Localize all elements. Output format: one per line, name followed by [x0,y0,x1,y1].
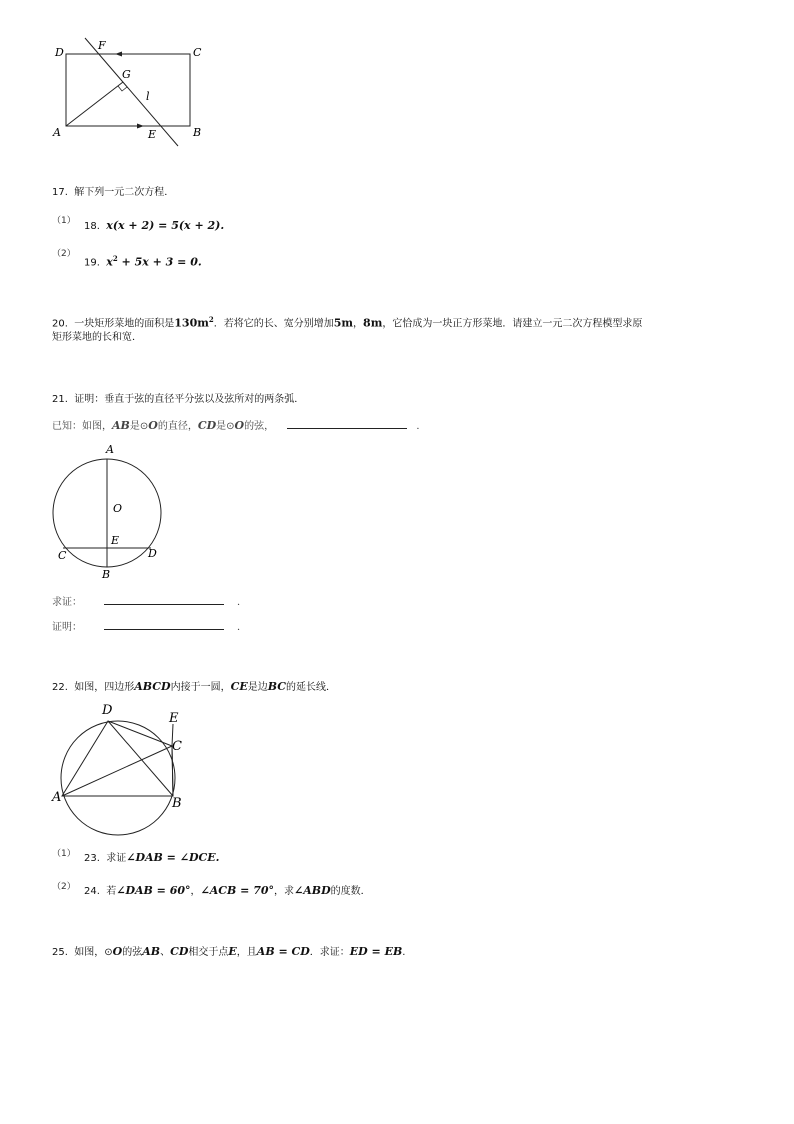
text: 求证 [106,853,127,864]
label-a: A [53,126,61,139]
label-g: G [122,68,131,81]
label-c: C [58,549,67,562]
question-number: 23. [84,853,100,864]
segment-cd: CD [197,419,217,432]
sub-index: （1） [52,216,76,226]
increase-width: 8m [363,316,383,330]
question-19 [84,252,202,270]
question-text: 证明：垂直于弦的直径平分弦以及弦所对的两条弧． [74,394,305,405]
text: ，且 [236,947,257,958]
quad-abcd: ABCD [134,680,171,693]
given-answer-blank[interactable] [287,418,407,429]
arrow-ae [137,124,144,129]
text: 一块矩形菜地的面积是 [74,318,175,330]
area-value: 130m [174,316,209,330]
text: 是⊙ [216,421,235,432]
text: ．求证： [309,947,350,958]
text: ，它恰成为一块正方形菜地．请建立一元二次方程模型求原 [382,318,643,330]
label-b: B [172,796,182,811]
point-e: E [228,945,237,958]
question-23 [84,851,219,866]
text: ． [416,421,427,432]
area-exponent: 2 [208,315,214,324]
text: . [402,947,406,958]
equation-exponent: 2 [112,254,118,263]
equation: x(x + 2) = 5(x + 2). [106,219,225,232]
text: 已知：如图， [52,421,112,432]
label-d: D [55,46,64,59]
label-o: O [113,502,123,515]
label-c: C [172,739,182,754]
question-number: 20. [52,318,68,330]
text: 的弦 [122,947,143,958]
question-25 [52,945,405,960]
sub-index: （2） [52,249,76,259]
diagonal-ac [62,746,172,796]
text: 是边 [247,682,268,693]
question-22 [52,680,336,695]
label-c: C [193,46,202,59]
circle-figure-22 [48,700,198,840]
chord-ab: AB [142,945,161,958]
question-20-line-2 [52,331,142,345]
proof-label: 证明： [52,622,82,633]
question-21 [52,393,304,407]
question-18 [84,219,224,234]
chord-cd: CD [170,945,189,958]
equation-ab-cd: AB = CD [256,945,310,958]
label-d: D [102,703,113,718]
text: ．若将它的长、宽分别增加 [213,318,334,330]
angle-equation: ∠DAB = ∠DCE. [126,851,220,864]
text: 的弦， [244,421,275,432]
circle-figure-21 [48,440,178,585]
given-line [52,418,426,434]
question-number: 19. [84,257,100,269]
question-number: 24. [84,886,100,897]
proof-answer-blank[interactable] [104,619,224,630]
text: 如图，四边形 [74,682,135,693]
equation-rest: + 5x + 3 = 0. [117,255,202,269]
label-f: F [98,39,106,52]
increase-length: 5m [333,316,354,330]
circle-o: O [112,945,123,958]
text: 是⊙ [129,421,149,432]
equation-ed-eb: ED = EB [349,945,403,958]
text: 若 [106,886,117,897]
circle-o: O [148,419,158,432]
arrow-cf [115,52,122,57]
prove-label: 求证： [52,597,82,608]
segment-ag [66,82,123,126]
segment-ce: CE [230,680,248,693]
prove-line [52,594,247,610]
text: 相交于点 [188,947,229,958]
prove-answer-blank[interactable] [104,594,224,605]
label-e: E [111,534,120,547]
question-number: 25. [52,947,68,958]
question-text: 解下列一元二次方程． [74,187,175,198]
angle-abd: ∠ABD [294,884,331,897]
rectangle-figure [40,30,220,155]
label-e: E [148,128,157,141]
text: 、 [160,947,171,958]
label-d: D [148,547,157,560]
rectangle-abcd [66,54,190,126]
question-number: 21. [52,394,68,405]
label-a: A [52,790,62,805]
label-a: A [106,443,114,456]
circle-o: O [234,419,245,432]
text: 的直径， [157,421,198,432]
angle-dab: ∠DAB = 60° [116,884,191,897]
text: 矩形菜地的长和宽． [52,332,142,343]
diagonal-bd [108,721,173,796]
proof-line [52,619,247,635]
question-number: 18. [84,221,100,232]
label-e: E [169,711,179,726]
question-17 [52,186,174,200]
angle-acb: ∠ACB = 70° [200,884,275,897]
segment-ab: AB [112,419,130,432]
text: 的延长线． [286,682,337,693]
question-24 [84,884,371,899]
right-angle-mark [118,86,127,91]
text: 内接于一圆， [170,682,231,693]
sub-index: （1） [52,849,76,859]
text: ， [190,886,201,897]
text: 如图，⊙ [74,947,113,958]
text: ． [236,622,247,633]
separator: ， [353,318,364,330]
text: ，求 [274,886,295,897]
label-b: B [193,126,202,139]
label-l: l [146,90,150,103]
sub-index: （2） [52,882,76,892]
question-20-line-1 [52,313,642,331]
label-b: B [102,568,111,581]
equation-base: x [106,255,113,269]
text: 的度数． [330,886,371,897]
question-number: 22. [52,682,68,693]
segment-bc: BC [267,680,287,693]
question-number: 17. [52,187,68,198]
text: ． [236,597,247,608]
